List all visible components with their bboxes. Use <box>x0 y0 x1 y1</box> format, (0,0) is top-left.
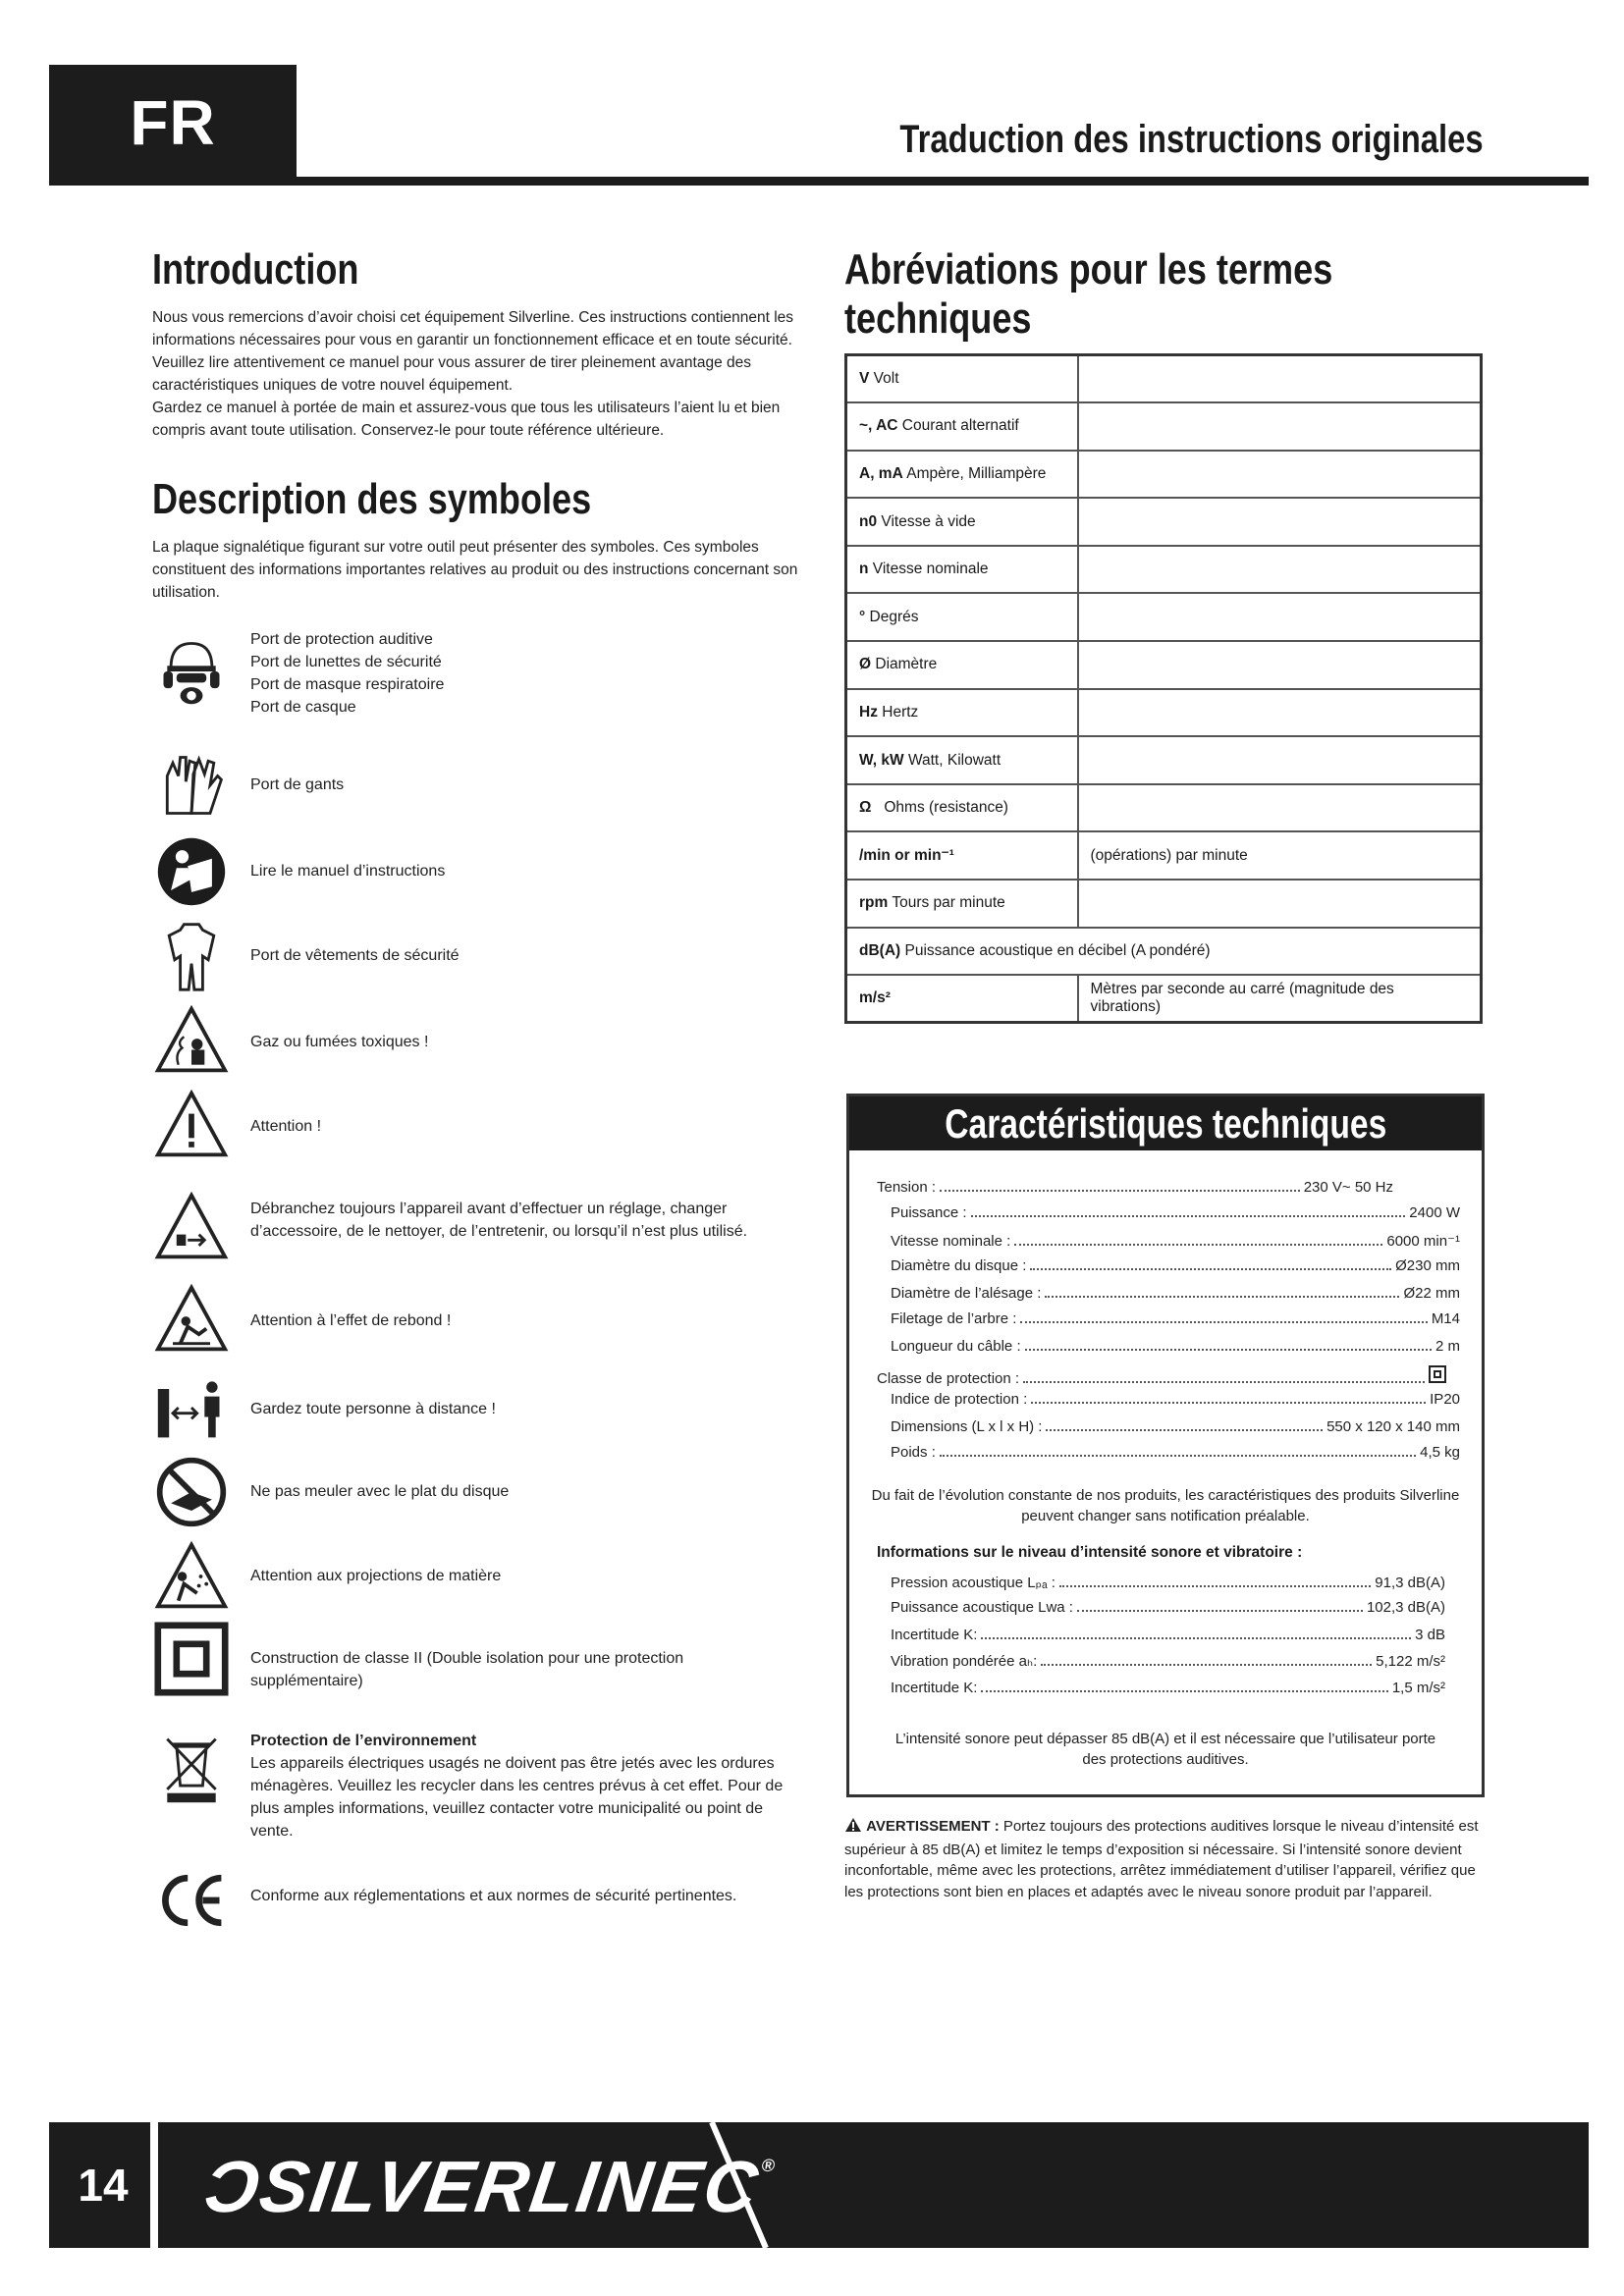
spec-value: 230 V~ 50 Hz <box>1303 1179 1393 1196</box>
spec-row <box>891 1627 1445 1643</box>
symbol-description: Lire le manuel d’instructions <box>250 863 446 880</box>
introduction-section <box>152 245 800 442</box>
abbr-term: W, kW <box>859 751 904 769</box>
abbr-desc: Courant alternatif <box>901 417 1019 435</box>
spec-label: Dimensions (L x l x H) : <box>891 1418 1043 1435</box>
specs-heading-text: Caractéristiques techniques <box>944 1100 1387 1147</box>
abbr-term: n0 <box>859 512 878 530</box>
warning-notice <box>844 1816 1483 1902</box>
abbr-desc: Watt, Kilowatt <box>907 751 1001 769</box>
no-face-grinding-icon <box>152 1453 231 1531</box>
spec-value: IP20 <box>1430 1391 1460 1408</box>
table-row <box>846 880 1482 928</box>
symbol-description: Port de gants <box>250 776 345 793</box>
spec-value: 550 x 120 x 140 mm <box>1326 1418 1460 1435</box>
table-cell <box>1078 593 1482 641</box>
symbol-description: Ne pas meuler avec le plat du disque <box>250 1483 510 1500</box>
table-row <box>846 546 1482 594</box>
spec-row <box>877 1365 1446 1387</box>
spec-label: Tension : <box>877 1179 937 1196</box>
specs-note: Du fait de l’évolution constante de nos produits, les caractéristiques des produits Silverline peuvent changer sans notification préalable. <box>871 1487 1460 1524</box>
unplug-icon <box>152 1188 231 1266</box>
spec-row <box>891 1338 1460 1355</box>
gloves-icon <box>152 746 231 825</box>
table-cell <box>846 546 1078 594</box>
abbr-term: Hz <box>859 703 878 721</box>
abbreviations-table <box>844 353 1483 1024</box>
abbr-term: ~, AC <box>859 417 898 435</box>
coverall-icon <box>152 917 231 995</box>
spec-row <box>891 1257 1460 1274</box>
table-row <box>846 402 1482 451</box>
abbr-desc: Ampère, Milliampère <box>906 464 1047 482</box>
table-cell <box>1078 641 1482 689</box>
header-divider <box>49 177 1589 186</box>
table-cell <box>846 975 1078 1023</box>
abbr-desc: Vitesse à vide <box>881 512 976 530</box>
symbol-description: Port de vêtements de sécurité <box>250 947 460 964</box>
symbol-line: Les appareils électriques usagés ne doivent pas être jetés avec les ordures ménagères. Veuillez les recycler dans les centres prévus à cet effet. Pour de plus amples informations, veuillez contacter votre municipalité ou point de vente. <box>250 1755 784 1840</box>
specs-heading <box>849 1096 1482 1150</box>
introduction-paragraph: Gardez ce manuel à portée de main et assurez-vous que tous les utilisateurs l’aient lu et bien compris avant toute utilisation. Conservez-le pour toute référence ultérieure. <box>152 400 781 439</box>
warning-icon <box>152 1086 231 1164</box>
spec-label: Indice de protection : <box>891 1391 1028 1408</box>
table-cell <box>846 498 1078 546</box>
spec-label: Poids : <box>891 1444 936 1461</box>
table-cell <box>1078 451 1482 499</box>
spec-label: Diamètre de l’alésage : <box>891 1285 1042 1302</box>
page-number: 14 <box>78 2160 129 2211</box>
class-ii-icon <box>152 1620 231 1698</box>
spec-row <box>891 1680 1445 1696</box>
toxic-fumes-icon <box>152 1001 231 1080</box>
table-cell <box>846 641 1078 689</box>
spec-value: 2 m <box>1435 1338 1460 1355</box>
abbr-desc: Puissance acoustique en décibel (A pondéré) <box>904 941 1211 959</box>
table-cell <box>1078 498 1482 546</box>
spec-value: 102,3 dB(A) <box>1366 1599 1445 1616</box>
table-cell <box>1078 546 1482 594</box>
warning-triangle-icon <box>844 1817 862 1840</box>
table-cell <box>846 736 1078 784</box>
spec-row <box>891 1652 1445 1670</box>
silverline-logo <box>200 2142 781 2230</box>
abbr-desc: Degrés <box>869 608 919 625</box>
spec-row <box>891 1391 1460 1408</box>
spec-row <box>891 1418 1460 1435</box>
table-row <box>846 784 1482 832</box>
table-cell <box>846 402 1078 451</box>
symbol-description: Gaz ou fumées toxiques ! <box>250 1034 429 1050</box>
logo-hook-icon: Ɔ <box>200 2145 267 2227</box>
table-row <box>846 593 1482 641</box>
noise-heading: Informations sur le niveau d’intensité sonore et vibratoire : <box>877 1544 1303 1561</box>
spec-value: M14 <box>1431 1310 1460 1327</box>
manual-icon <box>152 832 231 911</box>
spec-row <box>891 1232 1460 1250</box>
abbr-desc: Vitesse nominale <box>872 561 989 578</box>
logo-c-icon: C <box>698 2145 765 2227</box>
projection-icon <box>152 1537 231 1616</box>
weee-icon <box>152 1730 231 1808</box>
table-row <box>846 689 1482 737</box>
registered-mark-icon: ® <box>760 2156 779 2175</box>
table-cell <box>1078 784 1482 832</box>
abbr-term: m/s² <box>859 989 891 1007</box>
symbols-section <box>152 475 800 604</box>
table-cell <box>846 593 1078 641</box>
footer-divider <box>150 2122 158 2248</box>
table-cell <box>846 928 1482 976</box>
spec-row <box>891 1204 1460 1221</box>
abbr-term: A, mA <box>859 464 903 482</box>
table-cell <box>1078 355 1482 403</box>
spec-value: Ø230 mm <box>1395 1257 1460 1274</box>
technical-specs-box <box>846 1094 1485 1797</box>
abbr-term: Ø <box>859 656 872 673</box>
symbol-line: Port de protection auditive <box>250 631 433 648</box>
spec-value: 2400 W <box>1409 1204 1460 1221</box>
symbol-description: Attention aux projections de matière <box>250 1568 502 1584</box>
spec-row <box>891 1444 1460 1461</box>
abbr-term: ° <box>859 608 866 625</box>
table-row <box>846 736 1482 784</box>
spec-value: 91,3 dB(A) <box>1375 1575 1445 1591</box>
table-cell <box>846 831 1078 880</box>
table-row <box>846 928 1482 976</box>
warning-text: Portez toujours des protections auditives lorsque le niveau d’intensité est supérieur à 85 dB(A) et limitez le temps d’exposition si nécessaire. Si l’intensité sonore devient inconfortable, même avec les protections, arrêtez immédiatement d’utiliser l’appareil, vérifiez que les protections sont bien en places et adaptés avec le niveau sonore produit par l’appareil. <box>844 1818 1479 1900</box>
ce-mark-icon <box>152 1861 231 1940</box>
abbr-term: Ω <box>859 799 872 817</box>
kickback-icon <box>152 1280 231 1359</box>
spec-label: Pression acoustique Lₚₐ : <box>891 1575 1056 1591</box>
spec-value: 1,5 m/s² <box>1391 1680 1445 1696</box>
symbol-description <box>250 628 800 719</box>
language-badge <box>49 65 297 185</box>
spec-row <box>891 1574 1445 1591</box>
table-cell: (opérations) par minute <box>1078 831 1482 880</box>
spec-label: Puissance : <box>891 1204 967 1221</box>
spec-label: Puissance acoustique Lwa : <box>891 1599 1073 1616</box>
abbr-desc: Ohms (resistance) <box>884 799 1008 817</box>
spec-value: 4,5 kg <box>1420 1444 1460 1461</box>
table-row <box>846 831 1482 880</box>
page-title: Traduction des instructions originales <box>899 118 1484 161</box>
abbr-term: dB(A) <box>859 941 901 959</box>
warning-label: AVERTISSEMENT : <box>866 1818 1000 1835</box>
spec-label: Longueur du câble : <box>891 1338 1021 1355</box>
symbol-description: Construction de classe II (Double isolation pour une protection supplémentaire) <box>250 1650 684 1689</box>
symbol-description: Attention à l’effet de rebond ! <box>250 1312 452 1329</box>
table-cell <box>846 784 1078 832</box>
table-cell <box>846 689 1078 737</box>
symbol-description: Conforme aux réglementations et aux normes de sécurité pertinentes. <box>250 1888 737 1904</box>
table-cell <box>1078 736 1482 784</box>
keep-distance-icon <box>152 1368 231 1447</box>
abbr-term: rpm <box>859 894 889 912</box>
symbol-description: Gardez toute personne à distance ! <box>250 1401 496 1417</box>
table-row <box>846 355 1482 403</box>
spec-value: 6000 min⁻¹ <box>1386 1233 1460 1250</box>
table-cell <box>1078 880 1482 928</box>
spec-label: Diamètre du disque : <box>891 1257 1027 1274</box>
table-row <box>846 451 1482 499</box>
introduction-heading: Introduction <box>152 245 359 294</box>
spec-label: Vitesse nominale : <box>891 1233 1011 1250</box>
spec-value: 5,122 m/s² <box>1376 1653 1445 1670</box>
symbols-heading: Description des symboles <box>152 475 592 523</box>
table-row <box>846 641 1482 689</box>
table-cell <box>1078 402 1482 451</box>
noise-note: L’intensité sonore peut dépasser 85 dB(A) et il est nécessaire que l’utilisateur porte des protections auditives. <box>894 1731 1436 1768</box>
symbol-description <box>250 1730 800 1842</box>
abbr-term: n <box>859 561 869 578</box>
symbol-description: Débranchez toujours l’appareil avant d’effectuer un réglage, changer d’accessoire, de le nettoyer, de l’entretenir, ou lorsqu’il n’est plus utilisé. <box>250 1201 748 1240</box>
spec-label: Filetage de l’arbre : <box>891 1310 1017 1327</box>
spec-row <box>891 1599 1445 1616</box>
symbols-intro: La plaque signalétique figurant sur votre outil peut présenter des symboles. Ces symboles constituent des informations importantes relatives au produit ou des instructions concernant son utilisation. <box>152 539 798 601</box>
abbr-desc: Tours par minute <box>892 894 1005 912</box>
abbr-desc: Diamètre <box>875 656 938 673</box>
ppe-head-icon <box>152 632 231 711</box>
symbol-title: Protection de l’environnement <box>250 1733 477 1749</box>
abbr-desc: Volt <box>873 370 899 388</box>
table-cell: Mètres par seconde au carré (magnitude des vibrations) <box>1078 975 1482 1023</box>
spec-row <box>891 1285 1460 1302</box>
spec-value: 3 dB <box>1415 1627 1445 1643</box>
abbr-term: /min or min⁻¹ <box>859 847 954 865</box>
table-cell <box>846 880 1078 928</box>
symbol-description: Attention ! <box>250 1118 322 1135</box>
abbreviations-heading: Abréviations pour les termes techniques <box>844 245 1333 343</box>
symbol-line: Port de casque <box>250 699 356 716</box>
spec-row <box>891 1310 1460 1327</box>
spec-label: Incertitude K: <box>891 1627 978 1643</box>
spec-row <box>877 1179 1393 1196</box>
table-cell <box>846 355 1078 403</box>
abbr-desc: Hertz <box>882 703 919 721</box>
table-row <box>846 975 1482 1023</box>
table-cell <box>1078 689 1482 737</box>
spec-value: Ø22 mm <box>1403 1285 1460 1302</box>
spec-label: Vibration pondérée aₕ: <box>891 1653 1038 1670</box>
introduction-paragraph: Nous vous remercions d’avoir choisi cet équipement Silverline. Ces instructions contiennent les informations nécessaires pour vous en garantir un fonctionnement efficace et en toute sécurité. Veuillez lire attentivement ce manuel pour vous assurer de tirer pleinement avantage des caractéristiques uniques de votre nouvel équipement. <box>152 309 794 394</box>
spec-label: Incertitude K: <box>891 1680 978 1696</box>
table-cell <box>846 451 1078 499</box>
abbr-term: V <box>859 370 870 388</box>
brand-name: SILVERLINE <box>254 2145 711 2227</box>
language-code: FR <box>130 87 216 158</box>
table-row <box>846 498 1482 546</box>
spec-label: Classe de protection : <box>877 1370 1020 1387</box>
symbol-line: Port de masque respiratoire <box>250 676 445 693</box>
class-ii-small-icon <box>1429 1365 1446 1383</box>
symbol-line: Port de lunettes de sécurité <box>250 654 442 670</box>
